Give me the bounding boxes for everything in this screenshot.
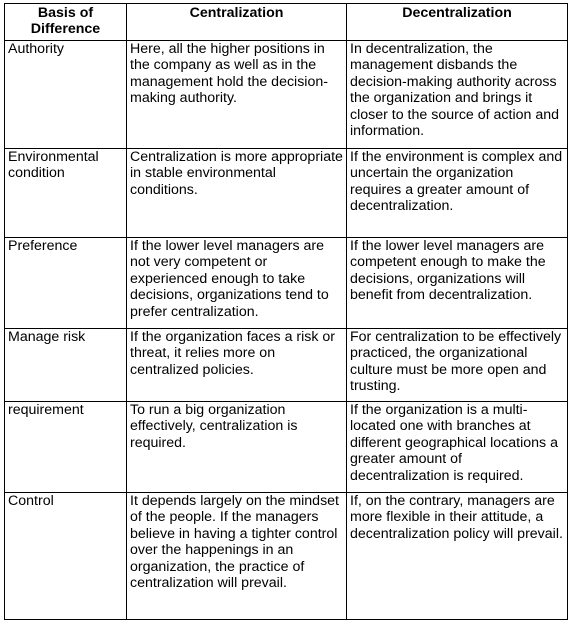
header-decentralization: Decentralization (347, 4, 568, 41)
basis-cell: requirement (5, 402, 127, 493)
header-centralization: Centralization (127, 4, 347, 41)
basis-cell: Manage risk (5, 329, 127, 402)
table-row (5, 329, 568, 402)
centralization-cell: Here, all the higher positions in the company as well as in the management hold the decision-making authority. (127, 41, 347, 149)
table-row (5, 238, 568, 329)
basis-cell: Environmental condition (5, 149, 127, 238)
header-basis: Basis of Difference (5, 4, 127, 41)
basis-cell: Control (5, 493, 127, 620)
table-row (5, 493, 568, 620)
centralization-cell: If the organization faces a risk or threat, it relies more on centralized policies. (127, 329, 347, 402)
table-row (5, 402, 568, 493)
decentralization-cell: If the environment is complex and uncertain the organization requires a greater amount of decentralization. (347, 149, 568, 238)
centralization-cell: It depends largely on the mindset of the people. If the managers believe in having a tighter control over the happenings in an organization, the practice of centralization will prevail. (127, 493, 347, 620)
decentralization-cell: In decentralization, the management disbands the decision-making authority across the organization and brings it closer to the source of action and information. (347, 41, 568, 149)
header-row (5, 4, 568, 41)
comparison-table (4, 3, 568, 620)
decentralization-cell: For centralization to be effectively practiced, the organizational culture must be more open and trusting. (347, 329, 568, 402)
decentralization-cell: If the lower level managers are competent enough to make the decisions, organizations will benefit from decentralization. (347, 238, 568, 329)
table-row (5, 149, 568, 238)
basis-cell: Authority (5, 41, 127, 149)
decentralization-cell: If the organization is a multi-located one with branches at different geographical locations a greater amount of decentralization is required. (347, 402, 568, 493)
centralization-cell: If the lower level managers are not very competent or experienced enough to take decisions, organizations tend to prefer centralization. (127, 238, 347, 329)
table-row (5, 41, 568, 149)
centralization-cell: To run a big organization effectively, centralization is required. (127, 402, 347, 493)
decentralization-cell: If, on the contrary, managers are more flexible in their attitude, a decentralization policy will prevail. (347, 493, 568, 620)
basis-cell: Preference (5, 238, 127, 329)
centralization-cell: Centralization is more appropriate in stable environmental conditions. (127, 149, 347, 238)
